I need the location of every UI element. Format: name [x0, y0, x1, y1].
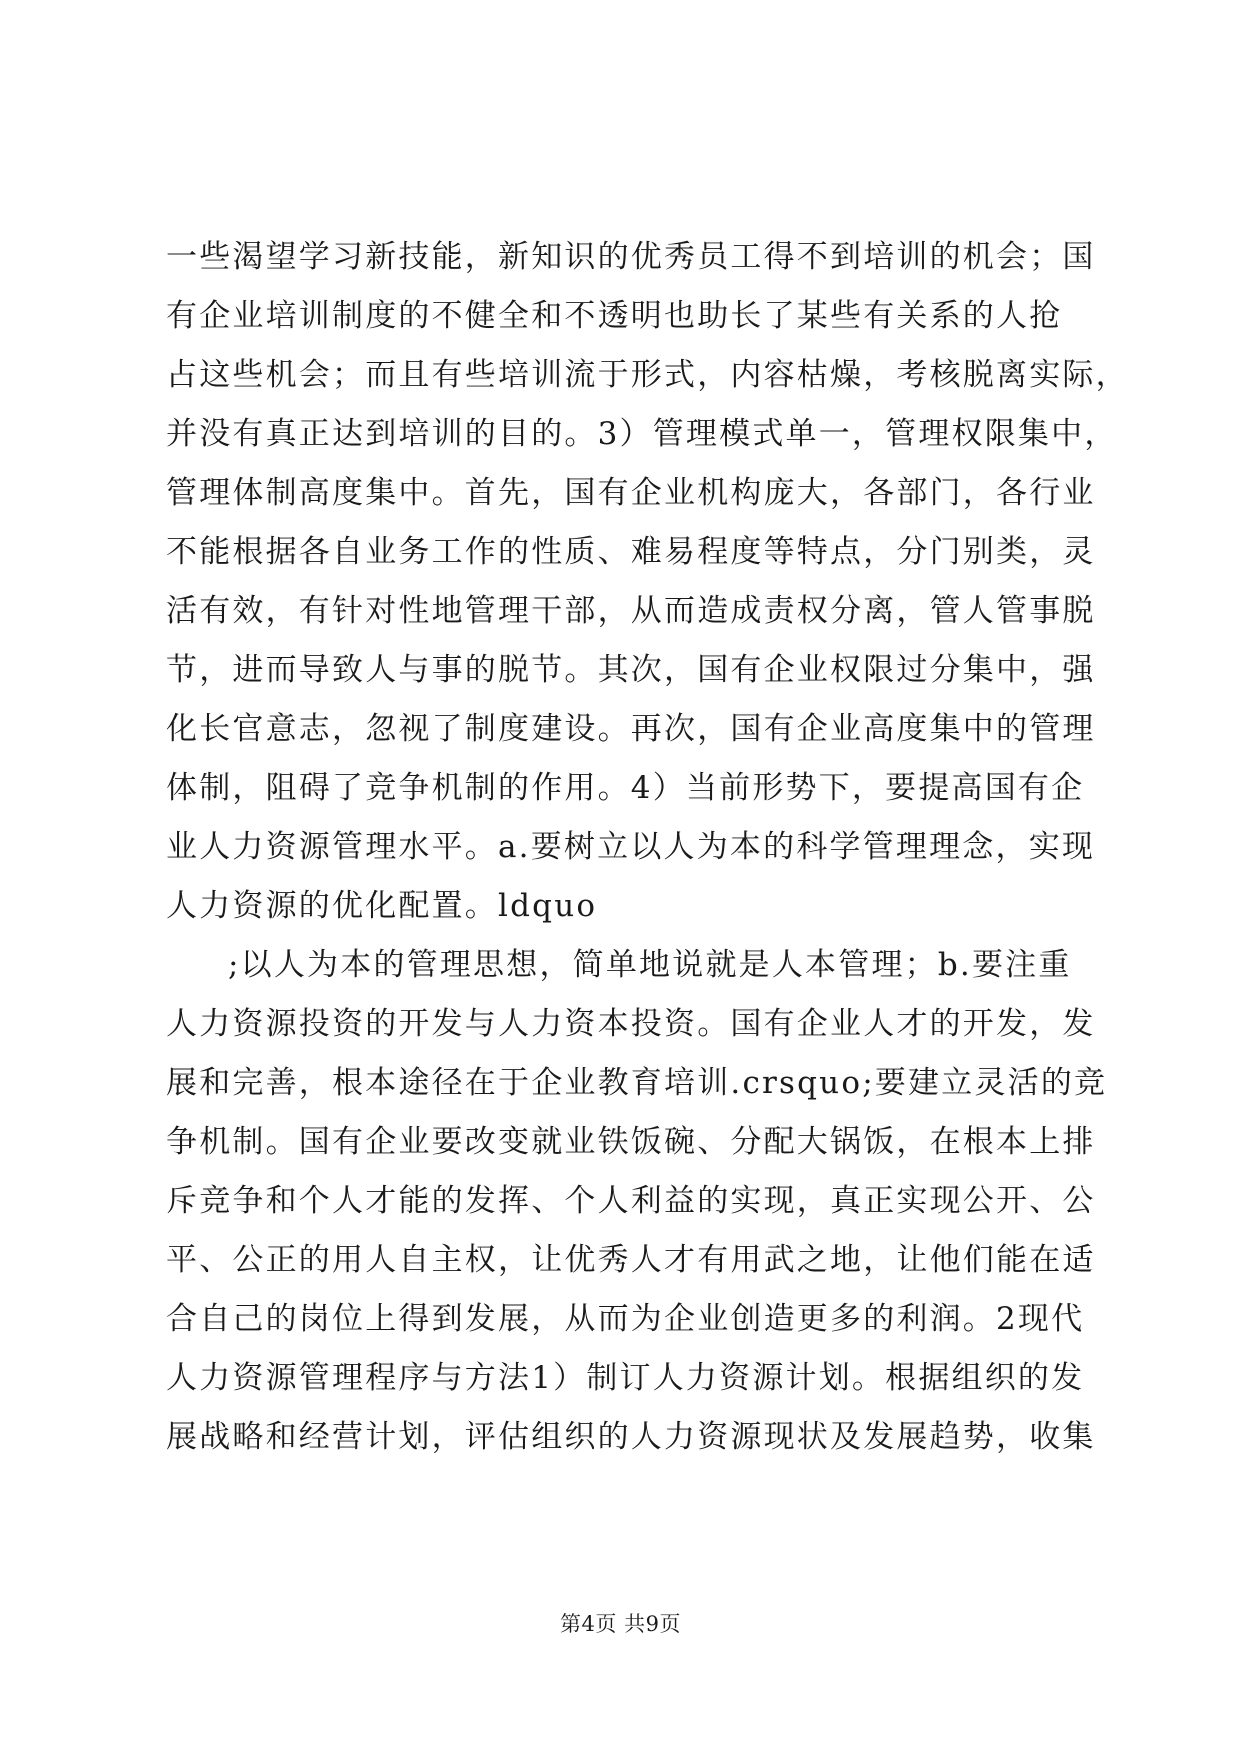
text-line: 斥竞争和个人才能的发挥、个人利益的实现，真正实现公开、公 [166, 1183, 1096, 1219]
text-line: 占这些机会；而且有些培训流于形式，内容枯燥，考核脱离实际， [166, 357, 1129, 393]
text-line: 人力资源的优化配置。ldquo [166, 888, 598, 924]
text-line: 活有效，有针对性地管理干部，从而造成责权分离，管人管事脱 [166, 593, 1096, 629]
text-line: 人力资源管理程序与方法1）制订人力资源计划。根据组织的发 [166, 1360, 1085, 1396]
text-line: 业人力资源管理水平。a.要树立以人为本的科学管理理念，实现 [166, 829, 1096, 865]
text-line-indented: ;以人为本的管理思想，简单地说就是人本管理；b.要注重 [228, 947, 1072, 983]
text-line: 化长官意志，忽视了制度建设。再次，国有企业高度集中的管理 [166, 711, 1096, 747]
text-line: 并没有真正达到培训的目的。3）管理模式单一，管理权限集中， [166, 416, 1118, 452]
text-line: 节，进而导致人与事的脱节。其次，国有企业权限过分集中，强 [166, 652, 1096, 688]
text-line: 平、公正的用人自主权，让优秀人才有用武之地，让他们能在适 [166, 1242, 1096, 1278]
body-text [166, 228, 1129, 1467]
text-line: 体制，阻碍了竞争机制的作用。4）当前形势下，要提高国有企 [166, 770, 1085, 806]
page-footer [0, 1610, 1241, 1638]
text-line: 展和完善，根本途径在于企业教育培训.crsquo;要建立灵活的竞 [166, 1065, 1108, 1101]
text-line: 争机制。国有企业要改变就业铁饭碗、分配大锅饭，在根本上排 [166, 1124, 1096, 1160]
text-line: 不能根据各自业务工作的性质、难易程度等特点，分门别类，灵 [166, 534, 1096, 570]
text-line: 人力资源投资的开发与人力资本投资。国有企业人才的开发，发 [166, 1006, 1096, 1042]
text-line: 管理体制高度集中。首先，国有企业机构庞大，各部门，各行业 [166, 475, 1096, 511]
text-line: 合自己的岗位上得到发展，从而为企业创造更多的利润。2现代 [166, 1301, 1085, 1337]
text-line: 一些渴望学习新技能，新知识的优秀员工得不到培训的机会；国 [166, 239, 1096, 275]
text-line: 展战略和经营计划，评估组织的人力资源现状及发展趋势，收集 [166, 1419, 1096, 1455]
text-line: 有企业培训制度的不健全和不透明也助长了某些有关系的人抢 [166, 298, 1063, 334]
page-number: 第4页 共9页 [560, 1612, 681, 1636]
